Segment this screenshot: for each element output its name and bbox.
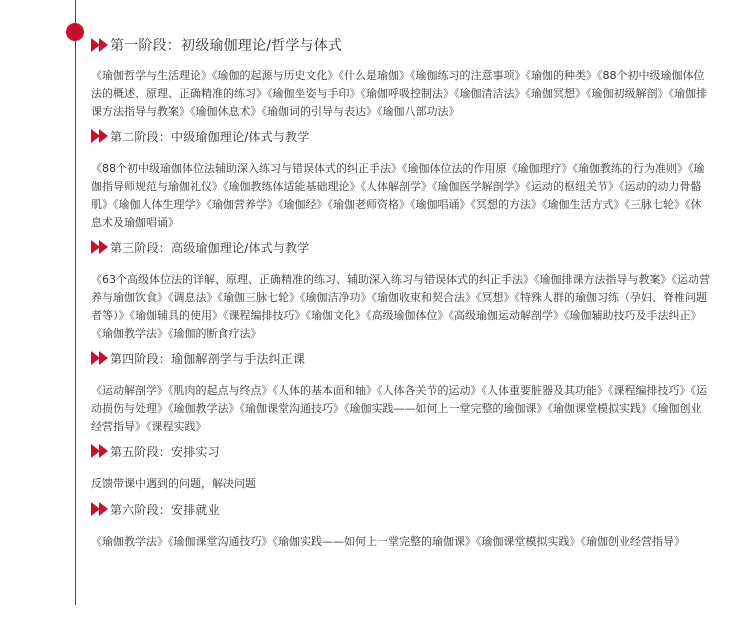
stage-4-heading: [91, 347, 711, 369]
curriculum-content: [91, 34, 711, 551]
double-arrow-icon: [91, 129, 107, 143]
stage-4-title: 第四阶段：瑜伽解剖学与手法纠正课: [110, 351, 306, 366]
stage-6-body: 《瑜伽教学法》《瑜伽课堂沟通技巧》《瑜伽实践——如何上一堂完整的瑜伽课》《瑜伽课堂模拟实践》《瑜伽创业经营指导》: [91, 535, 685, 548]
stage-5-body: 反馈带课中遇到的问题，解决问题: [91, 477, 256, 490]
stage-3-title: 第三阶段：高级瑜伽理论/体式与教学: [110, 240, 310, 255]
stage-3-body: 《63个高级体位法的详解、原理、正确精准的练习、辅助深入练习与错误体式的纠正手法》《瑜伽排课方法指导与教案》《运动营养与瑜伽饮食》《调息法》《瑜伽三脉七轮》《瑜伽洁净功》《瑜伽收束和契合法》《冥想》《特殊人群的瑜伽习练（孕妇、脊椎问题者等）》《瑜伽辅具的使用》《课程编排技巧》《瑜伽文化》《高级瑜伽体位》《高级瑜伽运动解剖学》《瑜伽辅助技巧及手法纠正》《瑜伽教学法》《瑜伽的断食疗法》: [91, 273, 710, 340]
double-arrow-icon: [91, 502, 107, 516]
double-arrow-icon: [91, 38, 107, 52]
stage-3-heading: [91, 236, 711, 258]
timeline-dot: [66, 23, 84, 41]
stage-6-heading: [91, 498, 711, 520]
stage-1-title: 第一阶段：初级瑜伽理论/哲学与体式: [110, 38, 343, 54]
stage-5-heading: [91, 440, 711, 462]
double-arrow-icon: [91, 444, 107, 458]
stage-6-title: 第六阶段：安排就业: [110, 502, 220, 517]
stage-5-title: 第五阶段：安排实习: [110, 444, 220, 459]
double-arrow-icon: [91, 240, 107, 254]
stage-2-heading: [91, 125, 711, 147]
timeline-line: [75, 0, 76, 605]
double-arrow-icon: [91, 351, 107, 365]
stage-1-body: 《瑜伽哲学与生活理论》《瑜伽的起源与历史文化》《什么是瑜伽》《瑜伽练习的注意事项》《瑜伽的种类》《88个初中级瑜伽体位法的概述、原理、正确精准的练习》《瑜伽坐姿与手印》《瑜伽呼吸控制法》《瑜伽清洁法》《瑜伽冥想》《瑜伽初级解剖》《瑜伽排课方法指导与教案》《瑜伽休息术》《瑜伽词的引导与表达》《瑜伽八部功法》: [91, 69, 707, 118]
stage-2-body: 《88个初中级瑜伽体位法辅助深入练习与错误体式的纠正手法》《瑜伽体位法的作用原《瑜伽理疗》《瑜伽教练的行为准则》《瑜伽指导师规范与瑜伽礼仪》《瑜伽教练体适能基础理论》《人体解剖学》《瑜伽医学解剖学》《运动的枢纽关节》《运动的动力骨骼肌》《瑜伽人体生理学》《瑜伽营养学》《瑜伽经》《瑜伽老师资格》《瑜伽唱诵》《冥想的方法》《瑜伽生活方式》《三脉七轮》《休息术及瑜伽唱诵》: [91, 162, 705, 229]
stage-2-title: 第二阶段：中级瑜伽理论/体式与教学: [110, 129, 310, 144]
stage-1-heading: [91, 34, 711, 56]
stage-4-body: 《运动解剖学》《肌肉的起点与终点》《人体的基本面和轴》《人体各关节的运动》《人体重要脏器及其功能》《课程编排技巧》《运动损伤与处理》《瑜伽教学法》《瑜伽课堂沟通技巧》《瑜伽实践——如何上一堂完整的瑜伽课》《瑜伽课堂模拟实践》《瑜伽创业经营指导》《课程实践》: [91, 384, 707, 433]
